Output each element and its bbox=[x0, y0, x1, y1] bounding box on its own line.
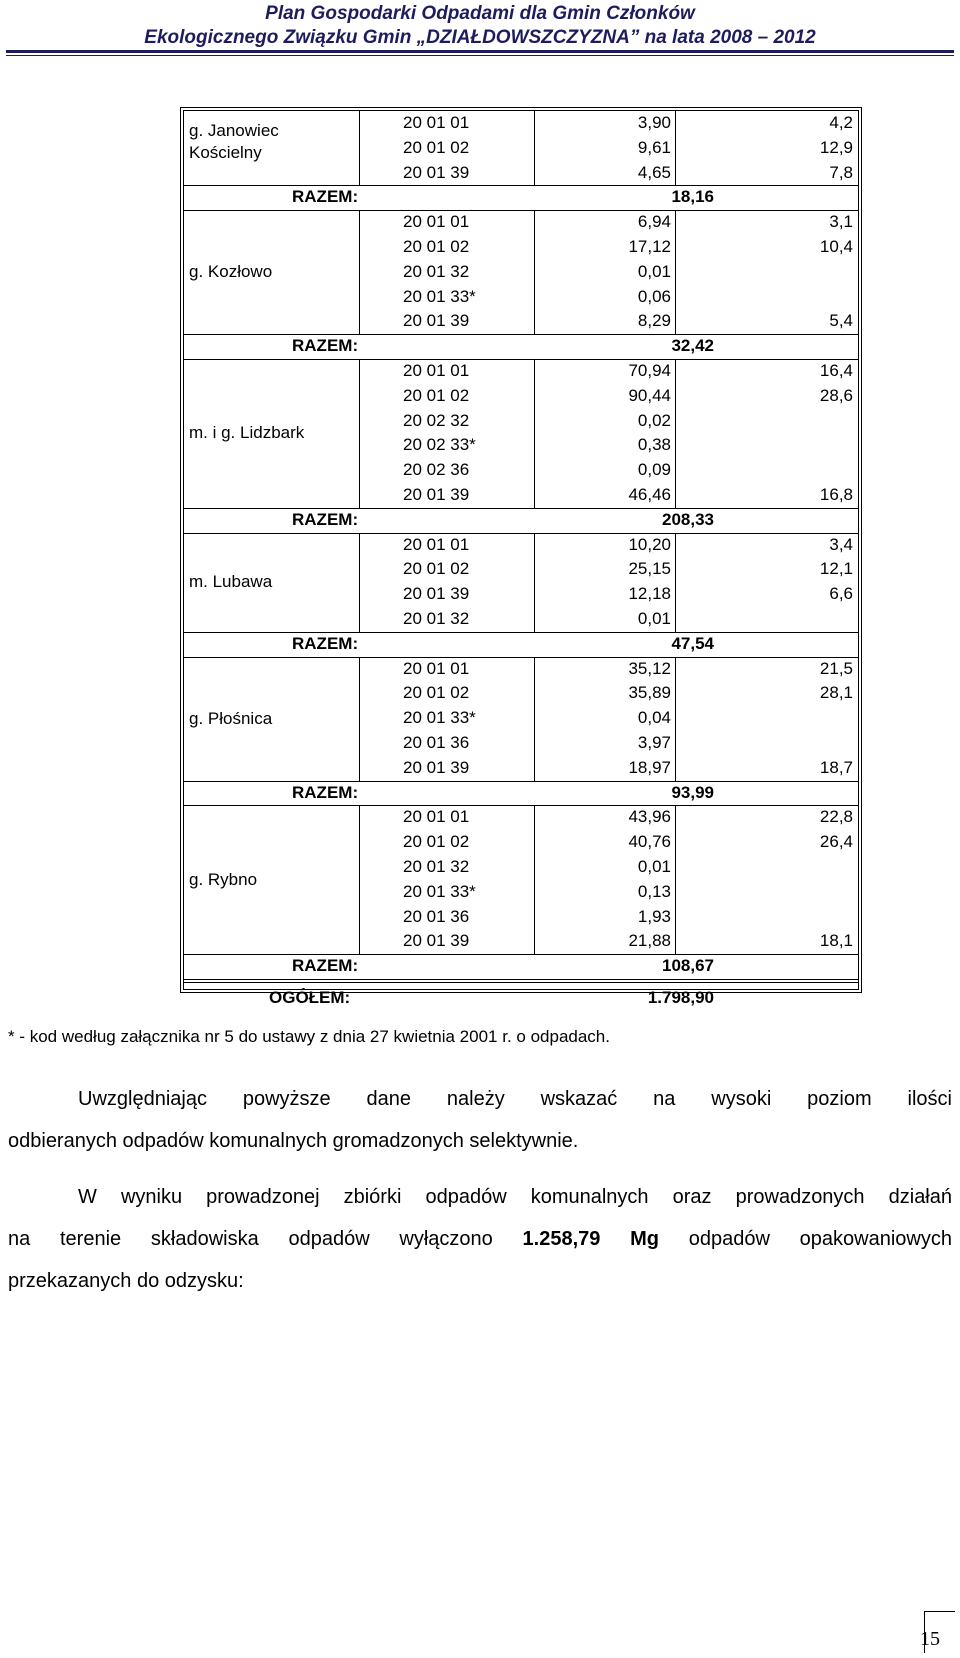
column-divider bbox=[675, 805, 676, 954]
waste-mass: 0,38 bbox=[637, 435, 671, 455]
waste-code: 20 01 39 bbox=[403, 162, 470, 182]
waste-percent: 7,8 bbox=[829, 162, 853, 182]
municipality-name-line: g. Rybno bbox=[189, 869, 258, 889]
waste-mass: 12,18 bbox=[628, 584, 671, 604]
page-number: 15 bbox=[920, 1628, 940, 1650]
waste-mass: 35,12 bbox=[628, 658, 671, 678]
row-border bbox=[184, 979, 858, 980]
subtotal-value: 93,99 bbox=[671, 782, 714, 802]
waste-percent: 18,1 bbox=[819, 931, 853, 951]
waste-code: 20 01 02 bbox=[403, 237, 470, 256]
waste-mass: 17,12 bbox=[628, 237, 671, 256]
waste-percent bbox=[677, 905, 857, 929]
column-divider bbox=[675, 111, 676, 185]
paragraph-2-line-3: przekazanych do odzysku: bbox=[8, 1270, 244, 1292]
municipality-name bbox=[189, 422, 304, 444]
waste-mass: 25,15 bbox=[628, 559, 671, 579]
column-divider bbox=[675, 210, 676, 334]
subtotal-value: 32,42 bbox=[671, 336, 714, 356]
waste-percent bbox=[677, 706, 857, 730]
waste-percent bbox=[677, 285, 857, 309]
subtotal-value: 108,67 bbox=[662, 956, 714, 976]
subtotal-row bbox=[184, 954, 858, 978]
waste-mass: 4,65 bbox=[637, 162, 671, 182]
waste-code: 20 01 39 bbox=[403, 584, 470, 604]
column-divider bbox=[675, 359, 676, 508]
recovered-mass-value: 1.258,79 Mg bbox=[522, 1228, 659, 1250]
waste-code: 20 01 02 bbox=[403, 385, 470, 405]
subtotal-row bbox=[184, 334, 858, 358]
waste-percent: 28,1 bbox=[819, 683, 853, 703]
waste-mass: 21,88 bbox=[628, 931, 671, 951]
waste-code: 20 01 01 bbox=[403, 658, 470, 678]
waste-code: 20 01 32 bbox=[403, 609, 470, 628]
subtotal-row bbox=[184, 185, 858, 209]
municipality-name bbox=[189, 120, 279, 164]
waste-code: 20 01 32 bbox=[403, 857, 470, 876]
waste-percent bbox=[677, 458, 857, 482]
waste-mass: 46,46 bbox=[628, 485, 671, 504]
subtotal-label: RAZEM: bbox=[292, 782, 359, 802]
paragraph-2 bbox=[8, 1176, 952, 1302]
waste-code: 20 01 02 bbox=[403, 683, 470, 703]
waste-percent: 4,2 bbox=[829, 113, 853, 132]
waste-percent: 6,6 bbox=[829, 584, 853, 604]
header-title-line2: Ekologicznego Związku Gmin „DZIAŁDOWSZCZYZNA” na lata 2008 – 2012 bbox=[144, 27, 816, 48]
municipality-name-line: m. Lubawa bbox=[189, 572, 273, 592]
waste-percent bbox=[677, 433, 857, 457]
waste-mass: 0,13 bbox=[637, 881, 671, 901]
subtotal-label: RAZEM: bbox=[292, 956, 359, 976]
waste-mass: 90,44 bbox=[628, 385, 671, 405]
waste-code: 20 02 33* bbox=[403, 435, 476, 455]
subtotal-label: RAZEM: bbox=[292, 509, 359, 529]
subtotal-row bbox=[184, 632, 858, 656]
waste-table bbox=[180, 107, 862, 1007]
waste-mass: 1,93 bbox=[637, 906, 671, 926]
subtotal-label: RAZEM: bbox=[292, 633, 359, 653]
municipality-name-line: g. Janowiec bbox=[189, 121, 279, 141]
subtotal-row bbox=[184, 781, 858, 805]
waste-mass: 10,20 bbox=[628, 534, 671, 554]
municipality-name-line: g. Kozłowo bbox=[189, 262, 273, 282]
waste-mass: 70,94 bbox=[628, 361, 671, 380]
waste-code: 20 01 39 bbox=[403, 757, 470, 777]
waste-percent bbox=[677, 260, 857, 284]
municipality-name-line: g. Płośnica bbox=[189, 708, 273, 728]
subtotal-value: 18,16 bbox=[671, 187, 714, 207]
municipality-name bbox=[189, 261, 272, 283]
municipality-name bbox=[189, 869, 257, 891]
waste-code: 20 01 01 bbox=[403, 212, 470, 232]
waste-percent bbox=[677, 607, 857, 631]
waste-code: 20 01 36 bbox=[403, 906, 470, 926]
waste-mass: 35,89 bbox=[628, 683, 671, 703]
waste-percent bbox=[677, 855, 857, 879]
waste-mass: 18,97 bbox=[628, 757, 671, 777]
waste-percent: 26,4 bbox=[819, 832, 853, 852]
waste-code: 20 02 32 bbox=[403, 410, 470, 430]
header-rule bbox=[6, 50, 954, 53]
waste-percent: 16,4 bbox=[819, 361, 853, 380]
waste-percent: 10,4 bbox=[819, 237, 853, 256]
waste-code: 20 01 32 bbox=[403, 261, 470, 281]
waste-percent: 22,8 bbox=[819, 807, 853, 827]
subtotal-value: 47,54 bbox=[671, 633, 714, 653]
subtotal-value: 208,33 bbox=[662, 509, 714, 529]
row-border bbox=[184, 982, 858, 983]
column-divider bbox=[359, 210, 360, 334]
waste-code: 20 01 01 bbox=[403, 534, 470, 554]
waste-percent bbox=[677, 880, 857, 904]
waste-code: 20 01 33* bbox=[403, 708, 476, 728]
waste-percent: 12,9 bbox=[819, 137, 853, 157]
waste-mass: 9,61 bbox=[637, 137, 671, 157]
grand-total-value: 1.798,90 bbox=[647, 988, 714, 1007]
paragraph-2-text-b: odpadów opakowaniowych bbox=[659, 1228, 952, 1250]
waste-code: 20 01 39 bbox=[403, 311, 470, 331]
municipality-name-line: Kościelny bbox=[189, 143, 262, 163]
waste-mass: 8,29 bbox=[637, 311, 671, 331]
column-divider bbox=[675, 533, 676, 632]
grand-total-row bbox=[184, 986, 858, 1010]
column-divider bbox=[675, 657, 676, 781]
column-divider bbox=[359, 533, 360, 632]
waste-mass: 40,76 bbox=[628, 832, 671, 852]
paragraph-2-text-a: na terenie składowiska odpadów wyłączono bbox=[8, 1228, 523, 1250]
waste-code: 20 01 02 bbox=[403, 137, 470, 157]
waste-percent: 16,8 bbox=[819, 485, 853, 504]
subtotal-row bbox=[184, 508, 858, 532]
waste-code: 20 01 01 bbox=[403, 807, 470, 827]
column-divider bbox=[359, 657, 360, 781]
waste-mass: 0,09 bbox=[637, 460, 671, 480]
waste-mass: 0,06 bbox=[637, 286, 671, 306]
waste-percent: 28,6 bbox=[819, 385, 853, 405]
subtotal-label: RAZEM: bbox=[292, 187, 359, 207]
header-title-line1: Plan Gospodarki Odpadami dla Gmin Członków bbox=[265, 3, 695, 24]
paragraph-1-line-2: odbieranych odpadów komunalnych gromadzonych selektywnie. bbox=[8, 1130, 579, 1152]
subtotal-label: RAZEM: bbox=[292, 336, 359, 356]
waste-mass: 0,01 bbox=[637, 609, 671, 628]
footnote: * - kod według załącznika nr 5 do ustawy z dnia 27 kwietnia 2001 r. o odpadach. bbox=[8, 1027, 610, 1046]
waste-percent: 18,7 bbox=[819, 757, 853, 777]
waste-code: 20 01 33* bbox=[403, 881, 476, 901]
waste-code: 20 01 02 bbox=[403, 559, 470, 579]
paragraph-2-line-2 bbox=[8, 1218, 952, 1260]
waste-percent bbox=[677, 731, 857, 755]
waste-mass: 3,97 bbox=[637, 733, 671, 752]
column-divider bbox=[359, 111, 360, 185]
waste-mass: 3,90 bbox=[637, 113, 671, 132]
waste-code: 20 01 33* bbox=[403, 286, 476, 306]
waste-mass: 0,01 bbox=[637, 857, 671, 876]
waste-mass: 0,04 bbox=[637, 708, 671, 728]
column-divider bbox=[359, 805, 360, 954]
paragraph-1-line-1: Uwzględniając powyższe dane należy wskazać na wysoki poziom ilości bbox=[78, 1088, 952, 1110]
waste-percent: 3,4 bbox=[829, 534, 853, 554]
waste-percent: 5,4 bbox=[829, 311, 853, 331]
municipality-name bbox=[189, 708, 272, 730]
waste-mass: 0,01 bbox=[637, 261, 671, 281]
municipality-name-line: m. i g. Lidzbark bbox=[189, 423, 305, 443]
grand-total-label: OGÓŁEM: bbox=[269, 988, 351, 1007]
waste-percent bbox=[677, 409, 857, 433]
waste-code: 20 02 36 bbox=[403, 460, 470, 480]
waste-mass: 6,94 bbox=[637, 212, 671, 232]
waste-percent: 21,5 bbox=[819, 658, 853, 678]
municipality-name bbox=[189, 571, 272, 593]
waste-code: 20 01 01 bbox=[403, 361, 470, 380]
waste-mass: 0,02 bbox=[637, 410, 671, 430]
paragraph-1 bbox=[8, 1078, 952, 1162]
waste-code: 20 01 02 bbox=[403, 832, 470, 852]
paragraph-2-line-1: W wyniku prowadzonej zbiórki odpadów komunalnych oraz prowadzonych działań bbox=[78, 1186, 952, 1208]
waste-percent: 12,1 bbox=[819, 559, 853, 579]
waste-code: 20 01 01 bbox=[403, 113, 470, 132]
waste-code: 20 01 39 bbox=[403, 485, 470, 504]
header-rule-thin bbox=[6, 55, 954, 56]
waste-code: 20 01 36 bbox=[403, 733, 470, 752]
waste-mass: 43,96 bbox=[628, 807, 671, 827]
waste-code: 20 01 39 bbox=[403, 931, 470, 951]
column-divider bbox=[359, 359, 360, 508]
waste-percent: 3,1 bbox=[829, 212, 853, 232]
